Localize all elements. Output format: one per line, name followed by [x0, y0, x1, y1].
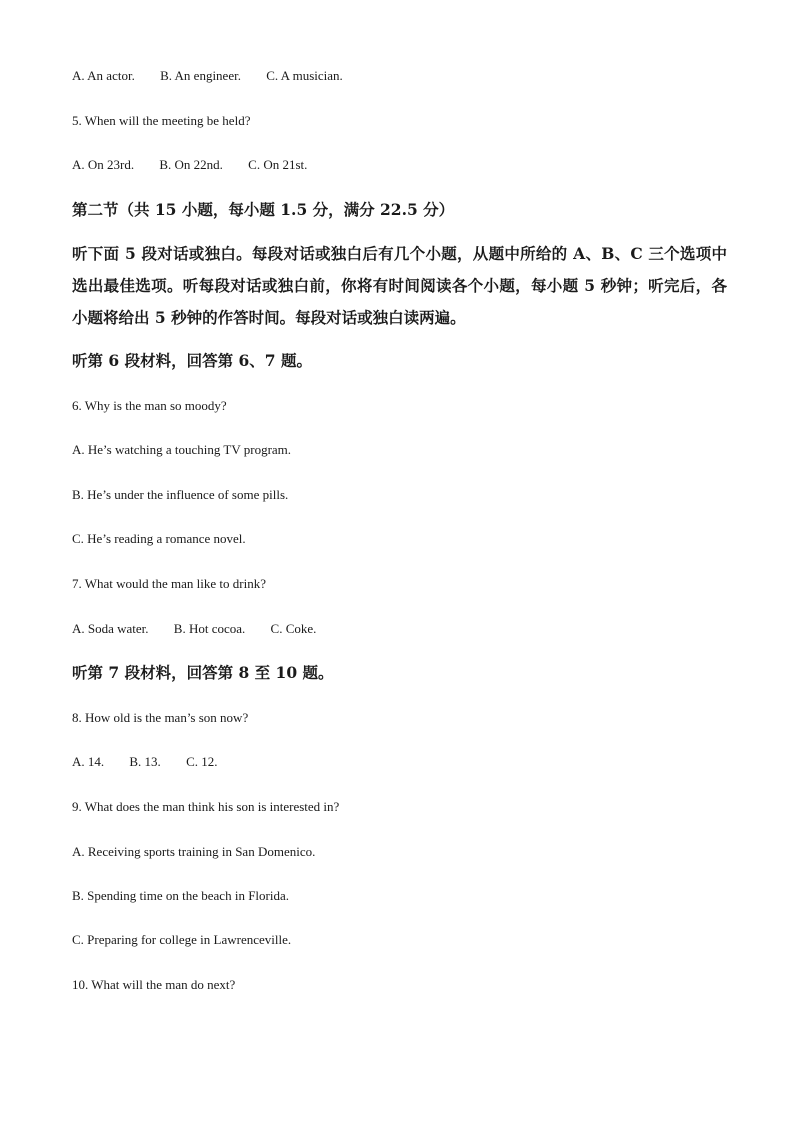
q9-option-a: A. Receiving sports training in San Domenico.: [72, 844, 316, 859]
q7-option-c: C. Coke.: [270, 621, 317, 636]
q5-option-a: A. On 23rd.: [72, 157, 135, 172]
material-7-heading: 听第 7 段材料，回答第 8 至 10 题。: [72, 663, 334, 682]
q5-question: 5. When will the meeting be held?: [72, 113, 251, 128]
section-instructions: 听下面 5 段对话或独白。每段对话或独白后有几个小题，从题中所给的 A、B、C 三个选项中选出最佳选项。听每段对话或独白前，你将有时间阅读各个小题，每小题 5 秒钟；听完后，各小题将给出 5 秒钟的作答时间。每段对话或独白读两遍。: [72, 244, 727, 327]
q6-option-b: B. He’s under the influence of some pills.: [72, 487, 289, 502]
q8-option-c: C. 12.: [186, 754, 218, 769]
q8-options: [72, 754, 217, 770]
q4-options: [72, 68, 343, 84]
section-title: 第二节（共 15 小题，每小题 1.5 分，满分 22.5 分）: [72, 200, 455, 219]
q7-options: [72, 621, 316, 637]
q9-question: 9. What does the man think his son is interested in?: [72, 799, 340, 814]
q5-option-b: B. On 22nd.: [159, 157, 223, 172]
q7-option-b: B. Hot cocoa.: [173, 621, 246, 636]
q7-option-a: A. Soda water.: [72, 621, 149, 636]
material-6-heading: 听第 6 段材料，回答第 6、7 题。: [72, 351, 312, 370]
q6-question: 6. Why is the man so moody?: [72, 398, 227, 413]
q4-option-b: B. An engineer.: [160, 68, 241, 83]
q5-options: [72, 157, 307, 173]
q9-option-c: C. Preparing for college in Lawrenceville.: [72, 932, 292, 947]
q6-option-a: A. He’s watching a touching TV program.: [72, 442, 292, 457]
q5-option-c: C. On 21st.: [248, 157, 308, 172]
q6-option-c: C. He’s reading a romance novel.: [72, 531, 246, 546]
q4-option-c: C. A musician.: [266, 68, 343, 83]
q7-question: 7. What would the man like to drink?: [72, 576, 266, 591]
q9-option-b: B. Spending time on the beach in Florida.: [72, 888, 289, 903]
q8-option-b: B. 13.: [129, 754, 161, 769]
q8-option-a: A. 14.: [72, 754, 105, 769]
q4-option-a: A. An actor.: [72, 68, 135, 83]
q8-question: 8. How old is the man’s son now?: [72, 710, 249, 725]
q10-question: 10. What will the man do next?: [72, 977, 236, 992]
